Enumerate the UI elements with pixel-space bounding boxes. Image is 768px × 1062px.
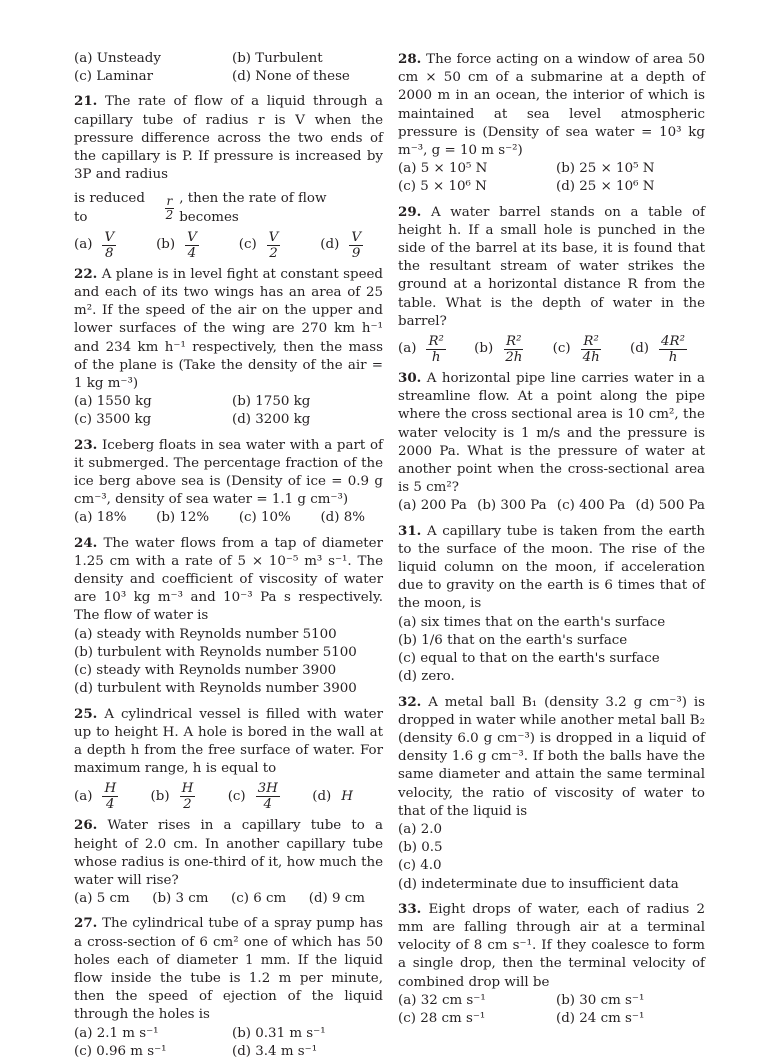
question-number: 25. — [74, 705, 98, 722]
question-text: Eight drops of water, each of radius 2 mm are falling through air at a terminal velocity of 8 cm s⁻¹. If they coalesce to form a single drop, then the terminal velocity of combined drop will be — [398, 901, 705, 990]
option-b: (b) 30 cm s⁻¹ — [556, 992, 645, 1008]
option-c: (c) steady with Reynolds number 3900 — [74, 663, 337, 679]
question-23-options — [74, 509, 383, 527]
question-24-options — [74, 626, 383, 699]
question-32 — [398, 693, 705, 894]
question-text: A water barrel stands on a table of height h. If a small hole is punched in the side of the barrel at its base, it is found that the resultant stream of water strikes the ground at a horizontal distance R from the table. What is the depth of water in the barrel? — [398, 204, 705, 329]
question-29 — [398, 203, 705, 365]
option-c: (c) $\frac{V}{2}$ — [238, 229, 279, 261]
question-20-options-block — [74, 50, 383, 86]
option-b: (b) 25 × 10⁵ N — [556, 161, 655, 177]
question-number: 29. — [398, 203, 422, 220]
option-a: (a) Unsteady — [74, 51, 161, 66]
option-a: (a) 32 cm s⁻¹ — [398, 992, 486, 1008]
option-b: (b) 0.5 — [398, 840, 443, 856]
option-c: (c) 28 cm s⁻¹ — [398, 1010, 486, 1026]
question-number: 30. — [398, 370, 422, 387]
option-c: (c) 3500 kg — [74, 412, 152, 428]
question-27 — [74, 914, 383, 1061]
question-number: 21. — [74, 93, 98, 110]
option-a: (a) steady with Reynolds number 5100 — [74, 626, 337, 642]
question-text: The force acting on a window of area 50 cm × 50 cm of a submarine at a depth of 2000 m in an ocean, the interior of which is maintained at sea level atmospheric pressure is (Density of sea water = 10³ kg m⁻³, g = 10 m s⁻²) — [398, 52, 705, 159]
option-d: (d) turbulent with Reynolds number 3900 — [74, 681, 357, 697]
option-d: (d) $\frac{\text{4R²}}{h}$ — [629, 334, 685, 366]
question-33 — [398, 900, 705, 1028]
question-32-options — [398, 821, 705, 894]
question-31 — [398, 522, 705, 687]
question-26 — [74, 816, 383, 908]
question-22-options — [74, 393, 383, 429]
option-a: (a) 1550 kg — [74, 394, 152, 410]
option-d: (d) 3.4 m s⁻¹ — [232, 1043, 318, 1059]
option-b: (b) $\frac{H}{2}$ — [150, 781, 194, 813]
left-column — [74, 50, 383, 1062]
question-22 — [74, 265, 383, 430]
option-a: (a) $\frac{V}{8}$ — [74, 229, 115, 261]
question-number: 27. — [74, 915, 98, 932]
question-26-options — [74, 890, 383, 908]
option-b: (b) 300 Pa — [477, 498, 547, 514]
question-25-options — [74, 781, 383, 812]
option-a: (a) six times that on the earth's surface — [398, 614, 666, 630]
question-28 — [398, 50, 705, 197]
question-text: The water flows from a tap of diameter 1.25 cm with a rate of 5 × 10⁻⁵ m³ s⁻¹. The density and coefficient of viscosity of water are 10³ kg m⁻³ and 10⁻³ Pa s respectively. The flow of water is — [74, 535, 383, 624]
option-c: (c) equal to that on the earth's surface — [398, 651, 660, 667]
option-a: (a) 200 Pa — [398, 498, 467, 514]
option-b: (b) Turbulent — [232, 51, 323, 66]
option-c: (c) $\frac{3H}{4}$ — [227, 781, 278, 813]
question-29-options — [398, 334, 705, 365]
question-number: 23. — [74, 436, 98, 453]
option-d: (d) indeterminate due to insufficient data — [398, 876, 679, 892]
option-d: (d) 3200 kg — [232, 412, 311, 428]
option-a: (a) $\frac{H}{4}$ — [74, 781, 117, 813]
fraction: $\frac{r}{2}$ — [165, 194, 174, 223]
option-c: (c) 6 cm — [231, 891, 287, 907]
question-number: 32. — [398, 693, 422, 710]
question-24 — [74, 534, 383, 699]
question-text: A horizontal pipe line carries water in a streamline flow. At a point along the pipe where the cross sectional area is 10 cm², the water velocity is 1 m/s and the pressure is 2000 Pa. What is the pressure of water at another point when the cross-sectional area is 5 cm²? — [398, 371, 705, 496]
option-c: (c) 4.0 — [398, 858, 442, 874]
question-21-options — [74, 230, 383, 261]
option-b: (b) $\frac{V}{4}$ — [156, 229, 197, 261]
question-33-options — [398, 992, 705, 1028]
option-d: (d) $\frac{V}{9}$ — [320, 229, 361, 261]
option-c: (c) 0.96 m s⁻¹ — [74, 1043, 167, 1059]
option-b: (b) 1750 kg — [232, 394, 311, 410]
question-number: 24. — [74, 534, 98, 551]
question-30-options — [398, 497, 705, 515]
option-a: (a) 18% — [74, 510, 127, 526]
option-a: (a) 2.0 — [398, 821, 442, 837]
question-text: A capillary tube is taken from the earth to the surface of the moon. The rise of the liquid column on the moon, if acceleration due to gravity on the earth is 6 times that of the moon, is — [398, 523, 705, 612]
question-number: 22. — [74, 265, 98, 282]
option-c: (c) 400 Pa — [556, 498, 626, 514]
option-a: (a) 5 cm — [74, 891, 130, 907]
question-text: A plane is in level fight at constant speed and each of its two wings has an area of 25 m². If the speed of the air on the upper and lower surfaces of the wing are 270 km h⁻¹ and 234 km h⁻¹ respectively, then the mass of the plane is (Take the density of the air = 1 kg m⁻³) — [74, 266, 383, 392]
option-c: (c) 5 × 10⁶ N — [398, 179, 487, 195]
option-a: (a) $\frac{\text{R²}}{h}$ — [398, 334, 444, 366]
question-21 — [74, 92, 383, 260]
option-d: (d) 25 × 10⁶ N — [556, 179, 655, 195]
option-d: (d) 8% — [320, 510, 365, 526]
question-number: 26. — [74, 817, 98, 834]
question-30 — [398, 369, 705, 516]
option-d: (d) H — [312, 788, 353, 804]
option-c: (c) Laminar — [74, 69, 154, 85]
question-31-options — [398, 614, 705, 687]
question-text: The cylindrical tube of a spray pump has a cross-section of 6 cm² one of which has 50 holes each of diameter 1 mm. If the liquid flow inside the tube is 1.2 m per minute, then the speed of ejection of the liquid through the holes is — [74, 916, 383, 1023]
option-d: (d) None of these — [232, 69, 350, 85]
question-23 — [74, 436, 383, 528]
question-27-options — [74, 1025, 383, 1061]
question-number: 31. — [398, 522, 422, 539]
option-d: (d) zero. — [398, 669, 455, 685]
question-text-cont: is reduced to — [74, 191, 145, 225]
right-column — [398, 50, 705, 1029]
question-text: Iceberg floats in sea water with a part of it submerged. The percentage fraction of the ice berg above sea is (Density of ice = 0.9 g cm⁻³, density of sea water = 1.1 g cm⁻³) — [74, 437, 383, 508]
option-d: (d) 9 cm — [308, 891, 365, 907]
question-25 — [74, 705, 383, 813]
option-a: (a) 5 × 10⁵ N — [398, 161, 488, 177]
question-text: The rate of flow of a liquid through a capillary tube of radius r is V when the pressure difference across the two ends of the capillary is P. If pressure is increased by 3P and radius — [74, 94, 383, 183]
question-number: 33. — [398, 900, 422, 917]
question-21-continuation — [74, 190, 383, 226]
option-b: (b) 1/6 that on the earth's surface — [398, 632, 628, 648]
option-b: (b) $\frac{\text{R²}}{2h}$ — [474, 334, 523, 366]
option-b: (b) 0.31 m s⁻¹ — [232, 1025, 326, 1041]
question-number: 28. — [398, 51, 422, 67]
option-c: (c) 10% — [238, 510, 291, 526]
option-c: (c) $\frac{\text{R²}}{4h}$ — [552, 334, 600, 366]
question-text: A cylindrical vessel is filled with water up to height H. A hole is bored in the wall at a depth h from the free surface of water. For maximum range, h is equal to — [74, 706, 383, 777]
option-b: (b) 3 cm — [152, 891, 209, 907]
question-text: Water rises in a capillary tube to a height of 2.0 cm. In another capillary tube whose radius is one-third of it, how much the water will rise? — [74, 818, 384, 888]
option-b: (b) turbulent with Reynolds number 5100 — [74, 644, 357, 660]
question-28-options — [398, 160, 705, 196]
question-20-options — [74, 50, 383, 86]
option-a: (a) 2.1 m s⁻¹ — [74, 1025, 159, 1041]
option-d: (d) 500 Pa — [635, 498, 705, 514]
option-b: (b) 12% — [156, 510, 210, 526]
option-d: (d) 24 cm s⁻¹ — [556, 1010, 645, 1026]
question-text: A metal ball B₁ (density 3.2 g cm⁻³) is dropped in water while another metal ball B₂ (density 6.0 g cm⁻³) is dropped in a liquid of density 1.6 g cm⁻³. If both the balls have the same diameter and attain the same terminal velocity, the ratio of viscosity of water to that of the liquid is — [398, 694, 705, 819]
question-text-cont: , then the rate of flow becomes — [179, 191, 327, 225]
